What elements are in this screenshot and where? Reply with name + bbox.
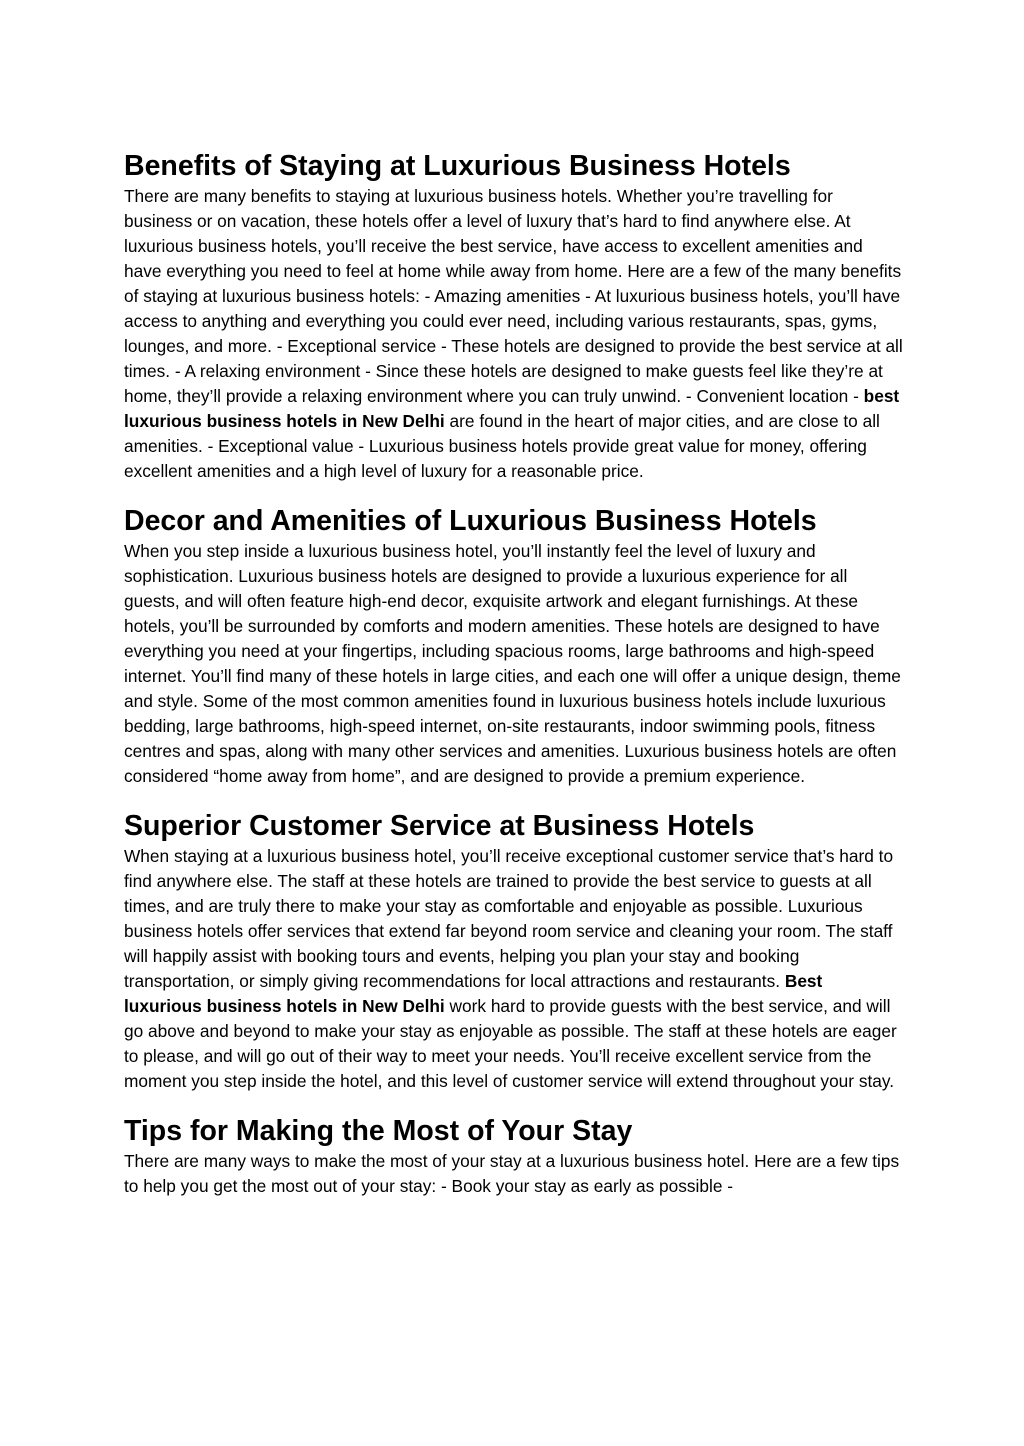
paragraph-text: work hard to provide guests with the best service, and will go above and beyond to make your stay as enjoyable as possible. The staff at these hotels are eager to please, and will go out of their way to meet your needs. You’ll receive excellent service from the moment you step inside the hotel, and this level of customer service will extend throughout your stay. (124, 996, 897, 1091)
section-heading: Superior Customer Service at Business Hotels (124, 810, 755, 842)
section-decor-amenities (124, 503, 904, 789)
section-paragraph: There are many ways to make the most of your stay at a luxurious business hotel. Here are a few tips to help you get the most out of your stay: - Book your stay as early as possible - (124, 1151, 900, 1196)
paragraph-text: There are many benefits to staying at luxurious business hotels. Whether you’re travelling for business or on vacation, these hotels offer a level of luxury that’s hard to find anywhere else. At luxurious business hotels, you’ll receive the best service, have access to excellent amenities and have everything you need to feel at home while away from home. Here are a few of the many benefits of staying at luxurious business hotels: - Amazing amenities - At luxurious business hotels, you’ll have access to anything and everything you could ever need, including various restaurants, spas, gyms, lounges, and more. - Exceptional service - These hotels are designed to provide the best service at all times. - A relaxing environment - Since these hotels are designed to make guests feel like they’re at home, they’ll provide a relaxing environment where you can truly unwind. - Convenient location - (124, 186, 903, 406)
section-paragraph (124, 844, 904, 1094)
section-customer-service (124, 808, 904, 1094)
document-page (124, 148, 904, 1199)
section-tips (124, 1113, 904, 1199)
section-paragraph: When you step inside a luxurious business hotel, you’ll instantly feel the level of luxury and sophistication. Luxurious business hotels are designed to provide a luxurious experience for all guests, and will often feature high-end decor, exquisite artwork and elegant furnishings. At these hotels, you’ll be surrounded by comforts and modern amenities. These hotels are designed to have everything you need at your fingertips, including spacious rooms, large bathrooms and high-speed internet. You’ll find many of these hotels in large cities, and each one will offer a unique design, theme and style. Some of the most common amenities found in luxurious business hotels include luxurious bedding, large bathrooms, high-speed internet, on-site restaurants, indoor swimming pools, fitness centres and spas, along with many other services and amenities. Luxurious business hotels are often considered “home away from home”, and are designed to provide a premium experience. (124, 541, 901, 786)
section-heading: Tips for Making the Most of Your Stay (124, 1115, 633, 1147)
section-heading: Decor and Amenities of Luxurious Business Hotels (124, 505, 817, 537)
paragraph-text: When staying at a luxurious business hotel, you’ll receive exceptional customer service that’s hard to find anywhere else. The staff at these hotels are trained to provide the best service to guests at all times, and are truly there to make your stay as comfortable and enjoyable as possible. Luxurious business hotels offer services that extend far beyond room service and cleaning your room. The staff will happily assist with booking tours and events, helping you plan your stay and booking transportation, or simply giving recommendations for local attractions and restaurants. (124, 846, 894, 991)
section-paragraph (124, 184, 904, 484)
bold-keyword: best luxurious business hotels in New Delhi (124, 386, 900, 431)
section-heading: Benefits of Staying at Luxurious Business Hotels (124, 150, 791, 182)
section-benefits (124, 148, 904, 484)
bold-keyword: Best luxurious business hotels in New Delhi (124, 971, 823, 1016)
paragraph-text: are found in the heart of major cities, and are close to all amenities. - Exceptional value - Luxurious business hotels provide great value for money, offering excellent amenities and a high level of luxury for a reasonable price. (124, 411, 880, 481)
